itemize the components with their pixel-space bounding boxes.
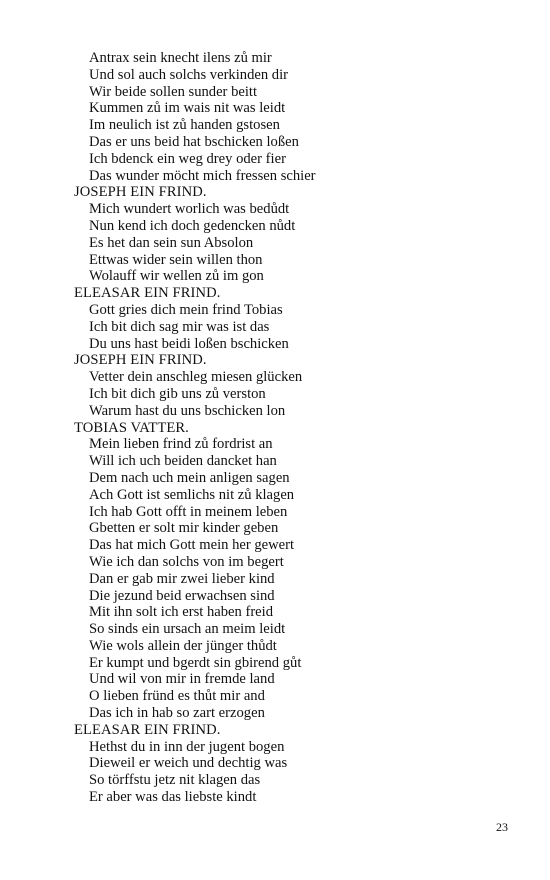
verse-line: Dem nach uch mein anligen sagen — [89, 469, 290, 486]
verse-line: Will ich uch beiden dancket han — [89, 453, 277, 470]
verse-line: Kummen zů im wais nit was leidt — [89, 100, 286, 117]
verse-line: Ettwas wider sein willen thon — [89, 251, 263, 268]
verse-line: So törffstu jetz nit klagen das — [89, 772, 261, 789]
verse-line: Ich bit dich gib uns zů verston — [89, 385, 266, 402]
verse-line: Du uns hast beidi loßen bschicken — [89, 335, 289, 352]
verse-line: Dan er gab mir zwei lieber kind — [89, 570, 275, 587]
speaker-heading: JOSEPH EIN FRIND. — [74, 352, 207, 369]
speaker-heading: ELEASAR EIN FRIND. — [74, 285, 221, 302]
verse-line: Mich wundert worlich was bedůdt — [89, 201, 290, 218]
verse-line: Hethst du in inn der jugent bogen — [89, 738, 285, 755]
verse-line: Und wil von mir in fremde land — [89, 671, 275, 688]
verse-line: Dieweil er weich und dechtig was — [89, 755, 288, 772]
verse-line: Ich bit dich sag mir was ist das — [89, 318, 270, 335]
verse-line: Das ich in hab so zart erzogen — [89, 705, 265, 722]
verse-line: Das wunder möcht mich fressen schier — [89, 167, 316, 184]
verse-line: So sinds ein ursach an meim leidt — [89, 621, 286, 638]
speaker-heading: JOSEPH EIN FRIND. — [74, 184, 207, 201]
verse-line: Es het dan sein sun Absolon — [89, 234, 254, 251]
verse-line: Wie ich dan solchs von im begert — [89, 553, 284, 570]
verse-line: Wolauff wir wellen zů im gon — [89, 268, 264, 285]
verse-line: Im neulich ist zů handen gstosen — [89, 117, 280, 134]
speaker-heading: TOBIAS VATTER. — [74, 419, 189, 436]
verse-line: Und sol auch solchs verkinden dir — [89, 66, 289, 83]
verse-line: Er kumpt und bgerdt sin gbirend gůt — [89, 654, 302, 671]
verse-line: O lieben fründ es thůt mir and — [89, 688, 265, 705]
verse-line: Nun kend ich doch gedencken nůdt — [89, 217, 296, 234]
verse-line: Mit ihn solt ich erst haben freid — [89, 604, 274, 621]
verse-line: Er aber was das liebste kindt — [89, 789, 257, 806]
verse-line: Gbetten er solt mir kinder geben — [89, 520, 279, 537]
verse-line: Warum hast du uns bschicken lon — [89, 402, 286, 419]
verse-line: Mein lieben frind zů fordrist an — [89, 436, 273, 453]
verse-line: Ach Gott ist semlichs nit zů klagen — [89, 486, 295, 503]
verse-line: Gott gries dich mein frind Tobias — [89, 301, 283, 318]
verse-line: Wie wols allein der jünger thůdt — [89, 637, 277, 654]
speaker-heading: ELEASAR EIN FRIND. — [74, 721, 221, 738]
verse-line: Wir beide sollen sunder beitt — [89, 83, 258, 100]
verse-line: Vetter dein anschleg miesen glücken — [89, 369, 303, 386]
verse-line: Ich hab Gott offt in meinem leben — [89, 503, 288, 520]
verse-line: Ich bdenck ein weg drey oder fier — [89, 150, 286, 167]
verse-line: Das er uns beid hat bschicken loßen — [89, 133, 299, 150]
verse-line: Das hat mich Gott mein her gewert — [89, 537, 295, 554]
verse-line: Antrax sein knecht ilens zů mir — [89, 50, 272, 66]
text-body — [74, 50, 514, 806]
verse-line: Die jezund beid erwachsen sind — [89, 587, 275, 604]
page-number: 23 — [496, 820, 508, 834]
